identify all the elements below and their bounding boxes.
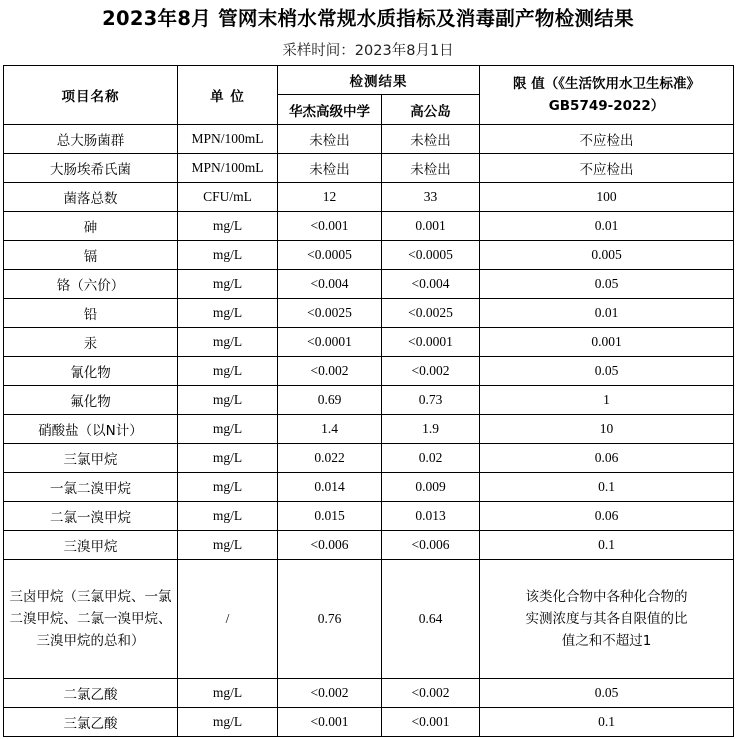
result-site-2: <0.002 (382, 357, 480, 386)
result-site-1: 12 (278, 183, 382, 212)
unit-cell: mg/L (178, 531, 278, 560)
table-row (4, 502, 734, 531)
result-site-2: <0.006 (382, 531, 480, 560)
limit-value: 1 (480, 386, 734, 415)
result-site-1: <0.002 (278, 679, 382, 708)
item-name: 二氯一溴甲烷 (4, 502, 178, 531)
result-site-1: 0.014 (278, 473, 382, 502)
table-row-trihalomethanes (4, 560, 734, 679)
table-row (4, 270, 734, 299)
item-name: 大肠埃希氏菌 (4, 154, 178, 183)
unit-cell: mg/L (178, 708, 278, 737)
table-row (4, 386, 734, 415)
item-name: 汞 (4, 328, 178, 357)
table-row (4, 125, 734, 154)
result-site-2: 0.013 (382, 502, 480, 531)
result-site-2: <0.0025 (382, 299, 480, 328)
header-site-1: 华杰高级中学 (278, 95, 382, 125)
table-row (4, 708, 734, 737)
item-name: 三氯乙酸 (4, 708, 178, 737)
unit-cell: mg/L (178, 357, 278, 386)
unit-cell: mg/L (178, 328, 278, 357)
result-site-1: 0.022 (278, 444, 382, 473)
table-row (4, 473, 734, 502)
table-row (4, 183, 734, 212)
item-name: 二氯乙酸 (4, 679, 178, 708)
result-site-1: <0.006 (278, 531, 382, 560)
result-site-1: 未检出 (278, 154, 382, 183)
header-item: 项目名称 (4, 66, 178, 125)
header-unit: 单 位 (178, 66, 278, 125)
result-site-1: <0.001 (278, 708, 382, 737)
limit-value: 0.05 (480, 679, 734, 708)
result-site-1: 未检出 (278, 125, 382, 154)
header-results: 检测结果 (278, 66, 480, 95)
item-name: 氰化物 (4, 357, 178, 386)
result-site-2: <0.0001 (382, 328, 480, 357)
result-site-2: <0.002 (382, 679, 480, 708)
result-site-2: 0.009 (382, 473, 480, 502)
limit-value: 10 (480, 415, 734, 444)
table-row (4, 415, 734, 444)
unit-cell: mg/L (178, 444, 278, 473)
limit-value: 不应检出 (480, 125, 734, 154)
result-site-1: 0.015 (278, 502, 382, 531)
unit-cell: mg/L (178, 212, 278, 241)
limit-value: 0.005 (480, 241, 734, 270)
result-site-2: 33 (382, 183, 480, 212)
limit-value: 100 (480, 183, 734, 212)
result-site-2: <0.001 (382, 708, 480, 737)
result-site-2: <0.0005 (382, 241, 480, 270)
result-site-2: 未检出 (382, 125, 480, 154)
unit-cell: MPN/100mL (178, 125, 278, 154)
result-site-1: 0.69 (278, 386, 382, 415)
unit-cell: mg/L (178, 473, 278, 502)
item-name: 三氯甲烷 (4, 444, 178, 473)
unit-cell: mg/L (178, 386, 278, 415)
report-title: 2023年8月 管网末梢水常规水质指标及消毒副产物检测结果 (102, 7, 634, 30)
header-limit: 限 值（《生活饮用水卫生标准》GB5749-2022） (480, 66, 734, 125)
limit-value: 0.1 (480, 708, 734, 737)
unit-cell: mg/L (178, 241, 278, 270)
result-site-1: <0.0005 (278, 241, 382, 270)
item-name: 氟化物 (4, 386, 178, 415)
result-site-2: 1.9 (382, 415, 480, 444)
header-site-2: 高公岛 (382, 95, 480, 125)
item-name: 铬（六价） (4, 270, 178, 299)
limit-value: 0.1 (480, 473, 734, 502)
result-site-1: <0.001 (278, 212, 382, 241)
unit-cell: mg/L (178, 502, 278, 531)
table-row (4, 154, 734, 183)
table-row (4, 241, 734, 270)
table-row (4, 679, 734, 708)
limit-note: 该类化合物中各种化合物的实测浓度与其各自限值的比值之和不超过1 (480, 560, 734, 679)
result-site-1: <0.002 (278, 357, 382, 386)
limit-value: 0.001 (480, 328, 734, 357)
item-name: 铅 (4, 299, 178, 328)
item-name: 三溴甲烷 (4, 531, 178, 560)
results-table (3, 65, 734, 737)
result-site-2: 未检出 (382, 154, 480, 183)
item-name: 一氯二溴甲烷 (4, 473, 178, 502)
header-row-1 (4, 66, 734, 95)
item-name: 总大肠菌群 (4, 125, 178, 154)
table-row (4, 357, 734, 386)
limit-value: 不应检出 (480, 154, 734, 183)
limit-value: 0.05 (480, 270, 734, 299)
item-name: 菌落总数 (4, 183, 178, 212)
limit-value: 0.05 (480, 357, 734, 386)
unit-cell: CFU/mL (178, 183, 278, 212)
item-name: 硝酸盐（以N计） (4, 415, 178, 444)
item-name: 砷 (4, 212, 178, 241)
result-site-1: 1.4 (278, 415, 382, 444)
result-site-2: 0.64 (382, 560, 480, 679)
item-name: 镉 (4, 241, 178, 270)
sampling-date: 采样时间：2023年8月1日 (282, 43, 454, 59)
unit-cell: mg/L (178, 679, 278, 708)
result-site-2: <0.004 (382, 270, 480, 299)
unit-cell: MPN/100mL (178, 154, 278, 183)
unit-cell: mg/L (178, 270, 278, 299)
unit-cell: / (178, 560, 278, 679)
table-row (4, 531, 734, 560)
result-site-1: <0.004 (278, 270, 382, 299)
result-site-1: 0.76 (278, 560, 382, 679)
result-site-2: 0.02 (382, 444, 480, 473)
unit-cell: mg/L (178, 299, 278, 328)
item-name: 三卤甲烷（三氯甲烷、一氯二溴甲烷、二氯一溴甲烷、三溴甲烷的总和） (4, 560, 178, 679)
table-row (4, 328, 734, 357)
result-site-1: <0.0025 (278, 299, 382, 328)
limit-value: 0.1 (480, 531, 734, 560)
result-site-1: <0.0001 (278, 328, 382, 357)
unit-cell: mg/L (178, 415, 278, 444)
limit-value: 0.06 (480, 444, 734, 473)
limit-value: 0.01 (480, 299, 734, 328)
limit-value: 0.06 (480, 502, 734, 531)
table-row (4, 444, 734, 473)
limit-value: 0.01 (480, 212, 734, 241)
table-row (4, 299, 734, 328)
result-site-2: 0.001 (382, 212, 480, 241)
result-site-2: 0.73 (382, 386, 480, 415)
table-row (4, 212, 734, 241)
